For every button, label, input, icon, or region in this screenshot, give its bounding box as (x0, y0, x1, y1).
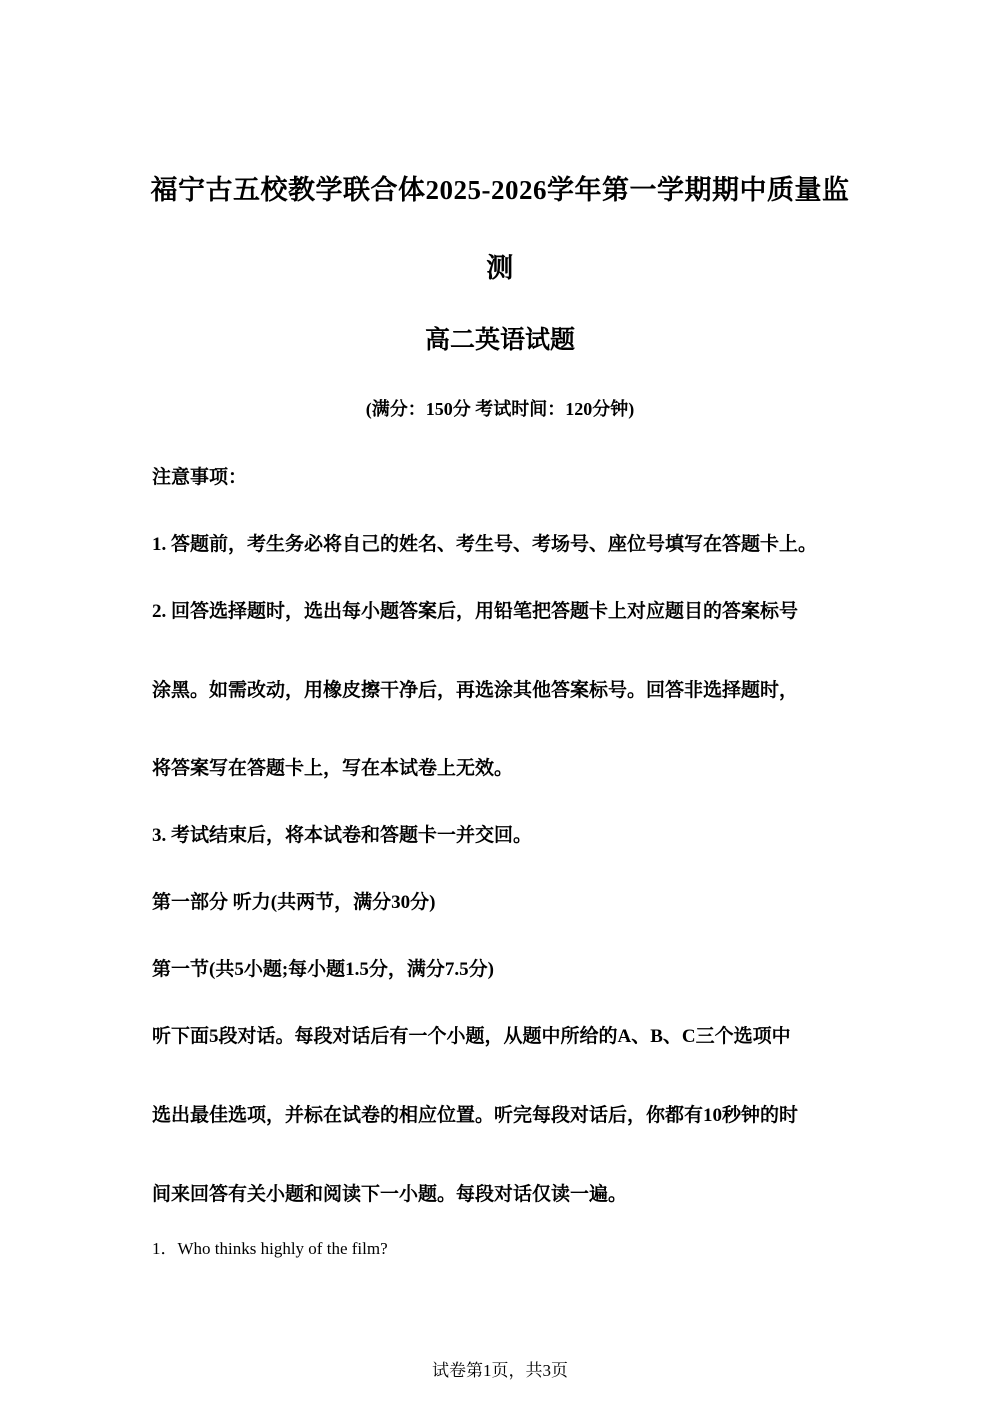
exam-info: (满分：150分 考试时间：120分钟) (365, 399, 635, 419)
section1-heading: 第一节(共5小题;每小题1.5分，满分7.5分) (152, 959, 494, 980)
notice-item-2: 2. 回答选择题时，选出每小题答案后，用铅笔把答题卡上对应题目的答案标号 (152, 601, 799, 622)
notice-item-2-continued: 涂黑。如需改动，用橡皮擦干净后，再选涂其他答案标号。回答非选择题时， (152, 680, 799, 701)
section1-instructions-line-3: 间来回答有关小题和阅读下一小题。每段对话仅读一遍。 (152, 1184, 628, 1205)
notice-heading: 注意事项： (152, 467, 248, 488)
exam-subtitle: 高二英语试题 (424, 327, 575, 354)
section1-instructions-line-2: 选出最佳选项，并标在试卷的相应位置。听完每段对话后，你都有10秒钟的时 (152, 1105, 799, 1126)
page-footer: 试卷第1页，共3页 (432, 1361, 568, 1380)
exam-title-line-2: 测 (486, 253, 514, 283)
section1-instructions-line-1: 听下面5段对话。每段对话后有一个小题，从题中所给的A、B、C三个选项中 (152, 1026, 791, 1047)
exam-title-line-1: 福宁古五校教学联合体2025-2026学年第一学期期中质量监 (150, 175, 850, 205)
notice-item-3: 3. 考试结束后，将本试卷和答题卡一并交回。 (152, 825, 533, 846)
notice-item-2-end: 将答案写在答题卡上，写在本试卷上无效。 (152, 758, 514, 779)
question-1: 1．Who thinks highly of the film? (152, 1239, 388, 1258)
part1-heading: 第一部分 听力(共两节，满分30分) (152, 892, 436, 913)
notice-item-1: 1. 答题前，考生务必将自己的姓名、考生号、考场号、座位号填写在答题卡上。 (152, 534, 818, 555)
